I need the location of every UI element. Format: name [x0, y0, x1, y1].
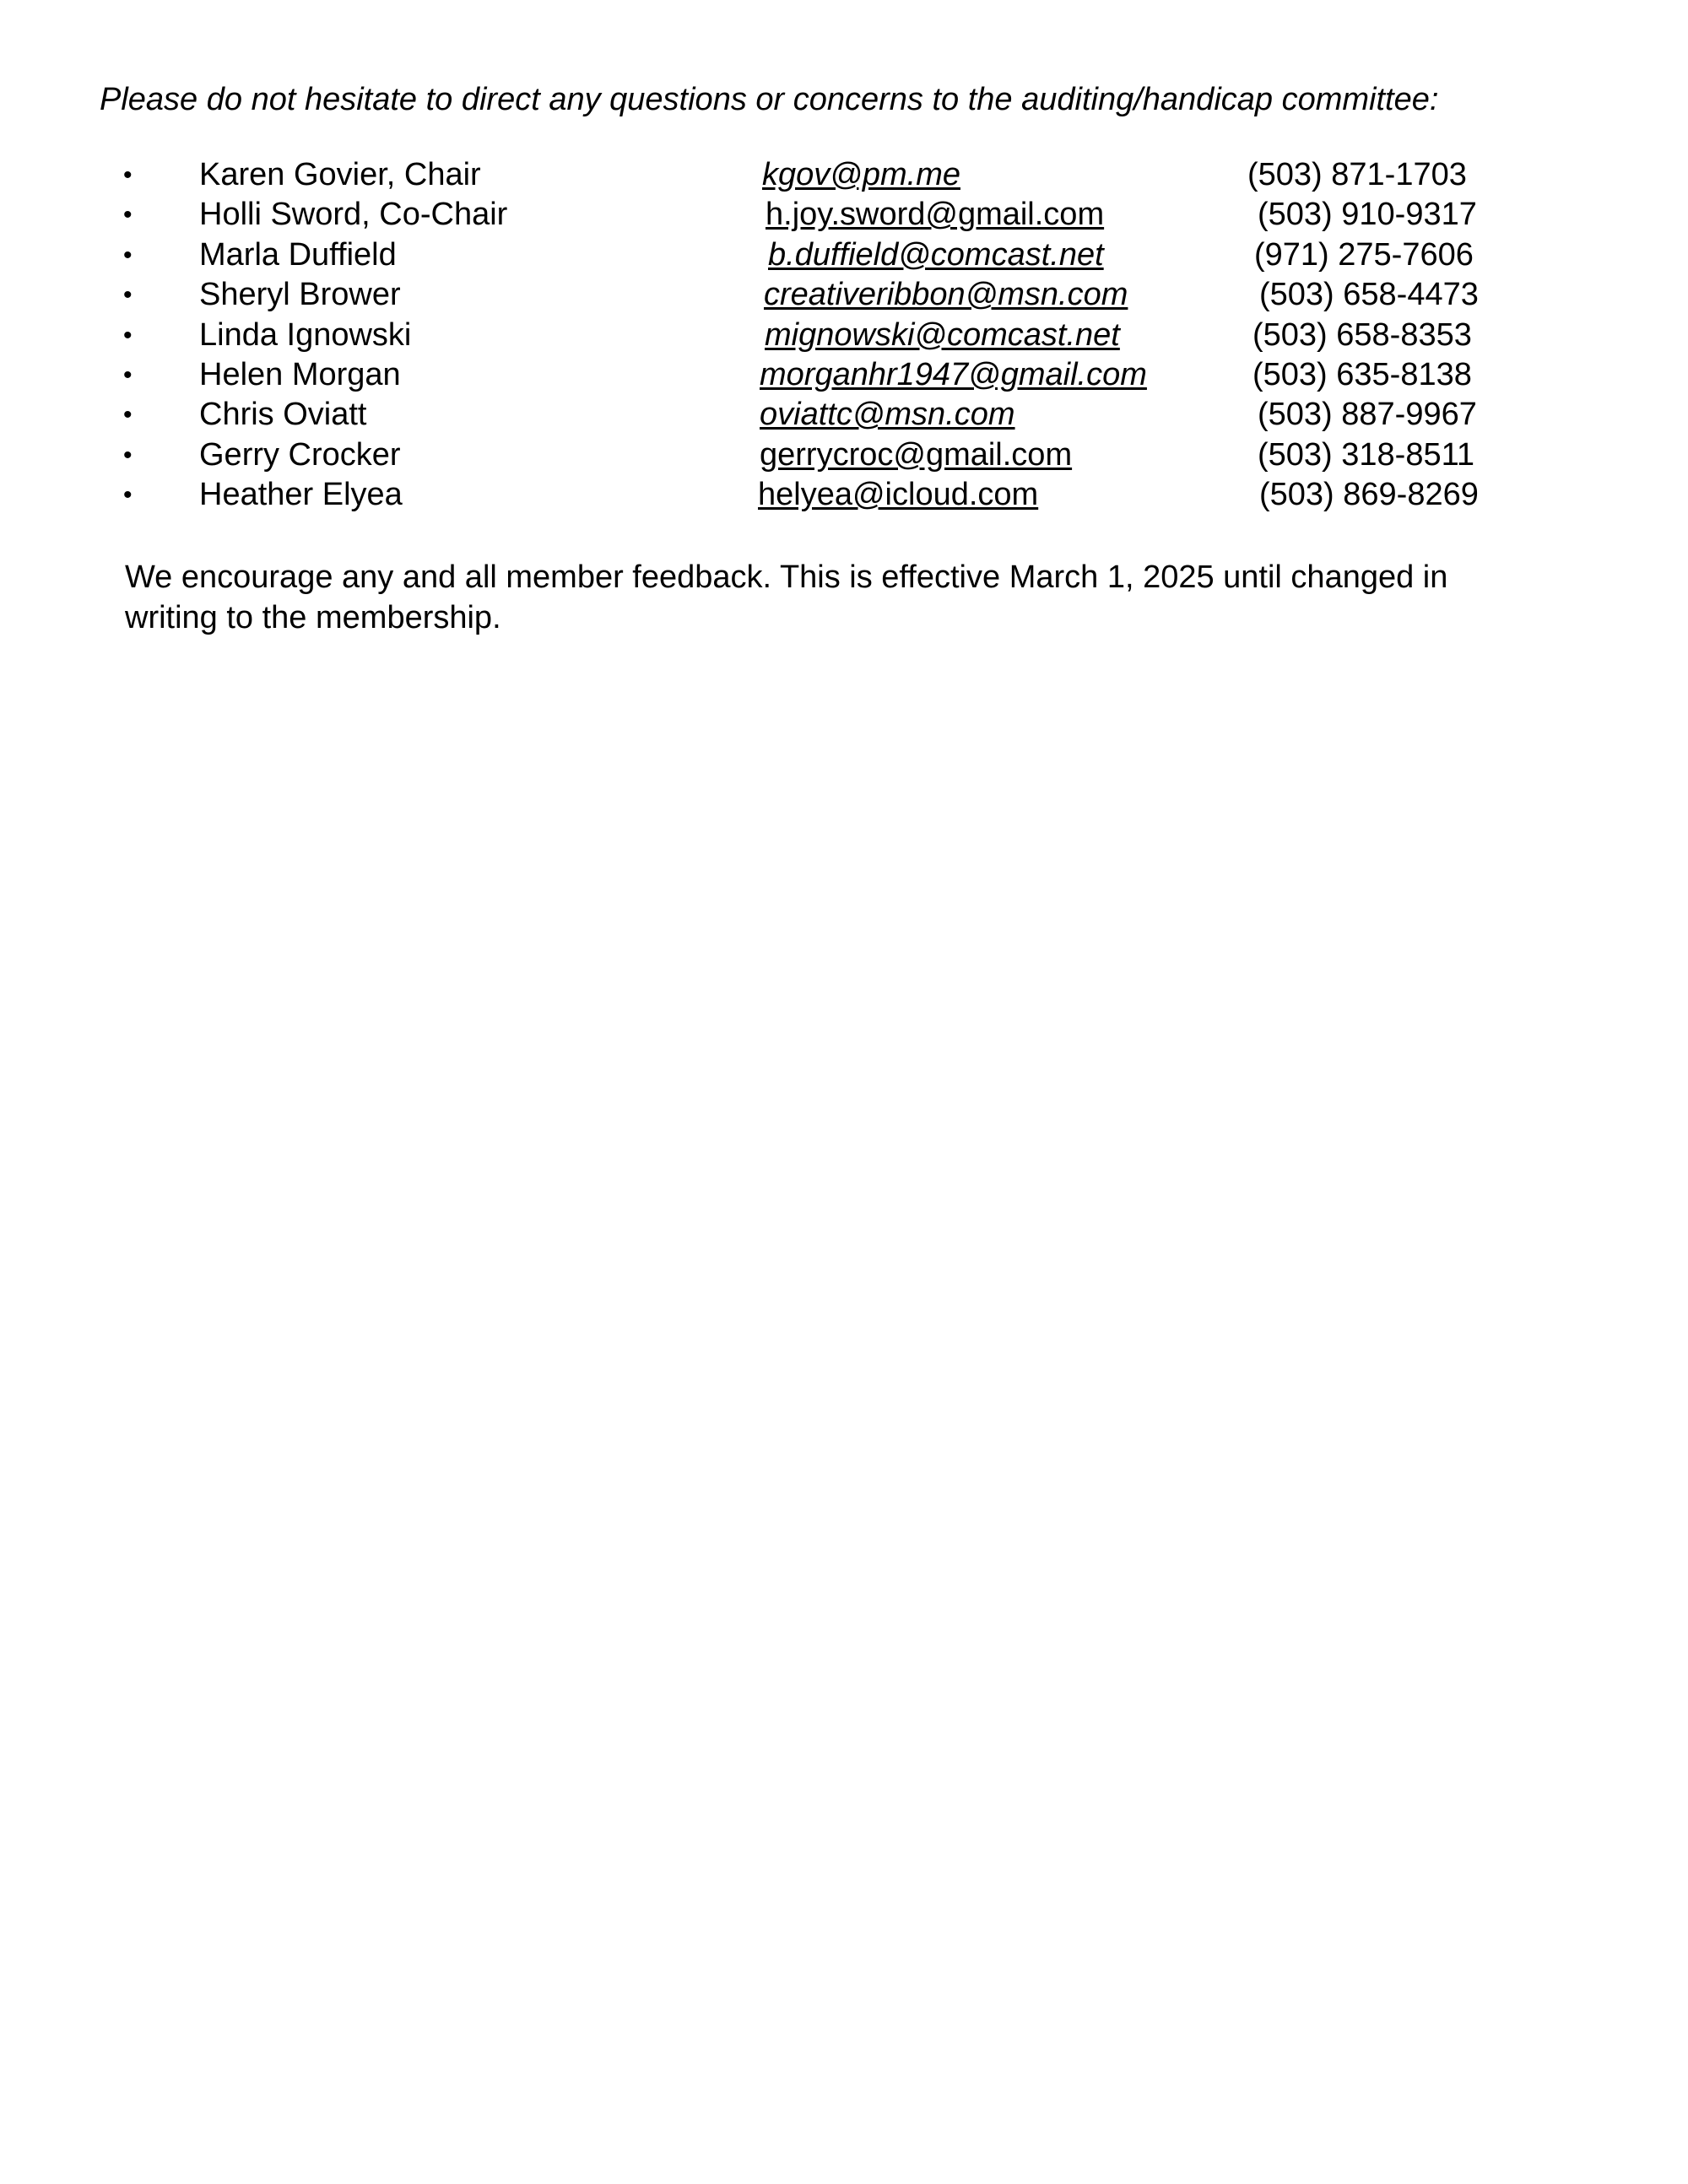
contact-email-link[interactable]: helyea@icloud.com — [758, 477, 1039, 513]
bullet-icon: • — [123, 161, 133, 189]
contact-phone: (971) 275-7606 — [1254, 236, 1474, 273]
contact-phone: (503) 910-9317 — [1258, 197, 1477, 233]
contact-name: Sheryl Brower — [199, 277, 401, 313]
contact-phone: (503) 658-4473 — [1259, 277, 1479, 313]
contact-row — [0, 316, 1688, 355]
contact-row — [0, 155, 1688, 195]
contact-row — [0, 275, 1688, 315]
contact-email-link[interactable]: kgov@pm.me — [762, 157, 960, 192]
contact-name: Holli Sword, Co-Chair — [199, 197, 508, 233]
contact-email-link[interactable]: h.joy.sword@gmail.com — [766, 197, 1105, 233]
contact-phone: (503) 658-8353 — [1252, 316, 1472, 353]
contact-phone: (503) 871-1703 — [1247, 157, 1467, 192]
contact-row — [0, 475, 1688, 515]
contact-row — [0, 195, 1688, 235]
contact-row — [0, 435, 1688, 475]
contact-phone: (503) 887-9967 — [1258, 397, 1477, 433]
contact-name: Linda Ignowski — [199, 316, 412, 353]
intro-text: Please do not hesitate to direct any questions or concerns to the auditing/handicap committee: — [100, 82, 1439, 117]
bullet-icon: • — [123, 481, 133, 510]
bullet-icon: • — [123, 441, 133, 469]
contact-phone: (503) 318-8511 — [1258, 436, 1475, 473]
contact-row — [0, 235, 1688, 275]
bullet-icon: • — [123, 241, 133, 269]
bullet-icon: • — [123, 321, 133, 349]
bullet-icon: • — [123, 360, 133, 389]
contact-name: Gerry Crocker — [199, 436, 401, 473]
committee-contact-list — [0, 155, 1688, 516]
bullet-icon: • — [123, 281, 133, 310]
contact-email-link[interactable]: b.duffield@comcast.net — [768, 236, 1104, 273]
contact-name: Chris Oviatt — [199, 397, 367, 433]
closing-paragraph: We encourage any and all member feedback. This is effective March 1, 2025 until changed in writing to the membership. — [125, 560, 1448, 635]
contact-email-link[interactable]: mignowski@comcast.net — [765, 316, 1120, 353]
bullet-icon: • — [123, 401, 133, 430]
bullet-icon: • — [123, 201, 133, 230]
contact-email-link[interactable]: oviattc@msn.com — [760, 397, 1015, 433]
contact-email-link[interactable]: gerrycroc@gmail.com — [760, 436, 1073, 473]
contact-row — [0, 355, 1688, 395]
contact-name: Marla Duffield — [199, 236, 397, 273]
contact-row — [0, 395, 1688, 435]
contact-email-link[interactable]: creativeribbon@msn.com — [764, 277, 1128, 313]
contact-name: Helen Morgan — [199, 356, 401, 392]
contact-phone: (503) 869-8269 — [1259, 477, 1479, 513]
contact-name: Karen Govier, Chair — [199, 157, 481, 192]
contact-name: Heather Elyea — [199, 477, 403, 513]
contact-email-link[interactable]: morganhr1947@gmail.com — [760, 356, 1147, 392]
contact-phone: (503) 635-8138 — [1252, 356, 1472, 392]
